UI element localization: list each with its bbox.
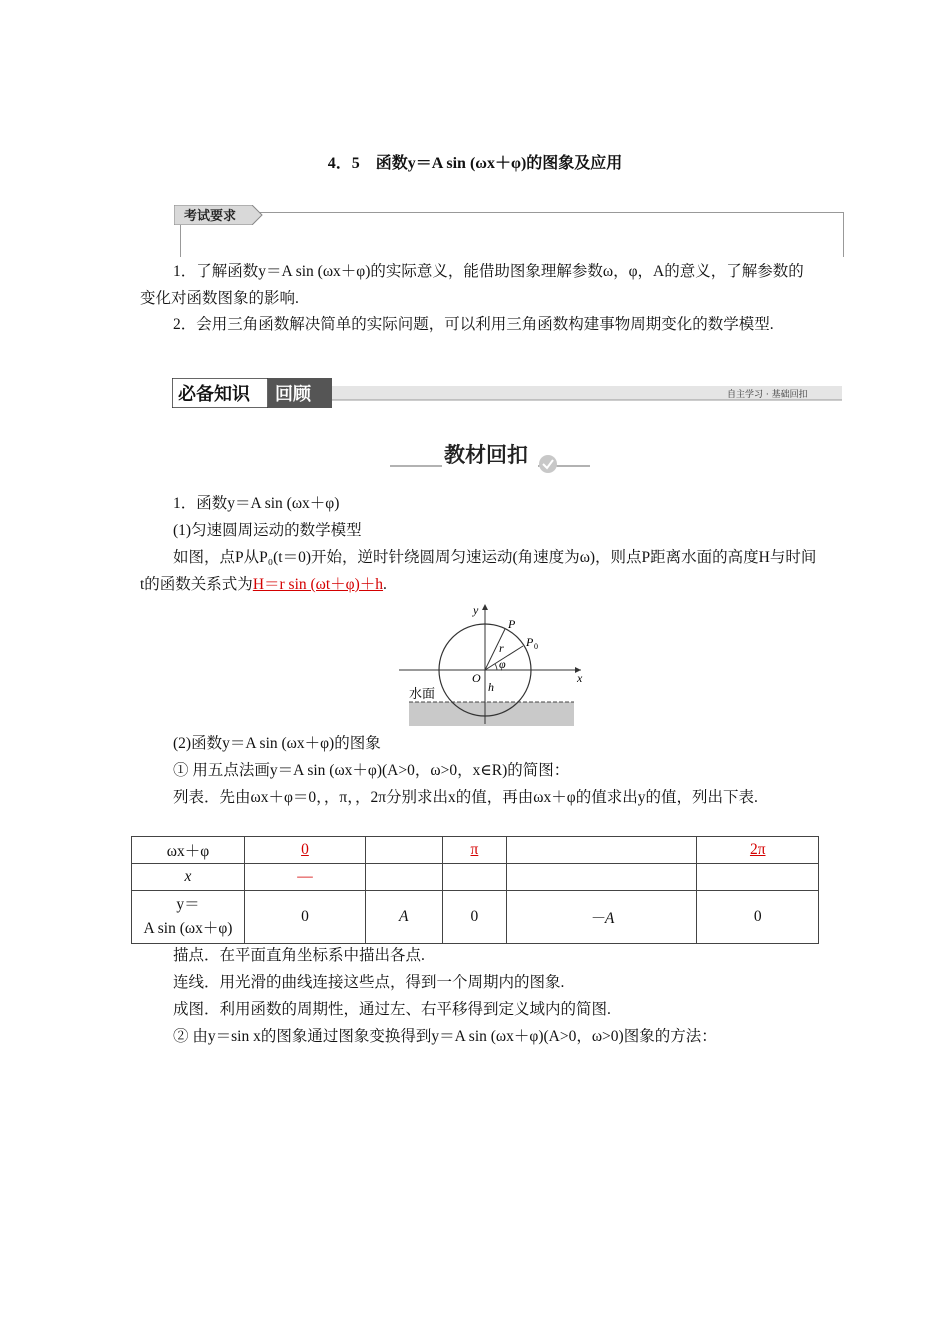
paragraph-1-text: 如图，点P从P₀(t＝0)开始，逆时针绕圆周匀速运动(角速度为ω)，则点P距离水面的高度H与时间t的函数关系式为 [140,549,817,593]
table-cell: ωx＋φ [132,837,245,864]
water-area [409,702,574,726]
table-cell [365,864,442,891]
table-cell: 0 [245,837,366,864]
table-cell: 0 [697,891,819,944]
five-point-table [131,836,819,944]
requirement-2: 2．会用三角函数解决简单的实际问题，可以利用三角函数构建事物周期变化的数学模型. [173,316,774,333]
section1-title: 1．函数y＝A sin (ωx＋φ) [173,495,340,512]
table-cell: 0 [245,891,366,944]
table-cell: 2π [697,837,819,864]
requirements-frame [180,212,844,257]
table-row [132,891,819,944]
requirement-1: 1．了解函数y＝A sin (ωx＋φ)的实际意义，能借助图象理解参数ω，φ，A的意义，了解参数的变化对函数图象的影响. [140,263,804,307]
label-x: x [577,671,583,685]
exam-requirement-tag [174,205,264,225]
paragraph-1-end: . [383,576,387,593]
banner-right-text: 回顾 [275,384,311,405]
label-P0-subscript: 0 [534,642,538,651]
textbook-header-text: 教材回扣 [444,443,528,467]
table-cell: π [442,837,507,864]
table-cell [507,864,697,891]
label-y: y [473,603,479,617]
section1-paragraph-1 [140,544,818,598]
row3-label-line2: A sin (ωx＋φ) [143,920,233,937]
banner-side-text: 自主学习 · 基础回扣 [727,390,808,400]
step-final: 成图．利用函数的周期性，通过左、右平移得到定义域内的简图. [173,1001,611,1018]
label-h: h [488,680,494,694]
label-O: O [472,671,481,685]
table-cell: — [245,864,366,891]
table-cell [507,837,697,864]
section1-subtitle-2: (2)函数y＝A sin (ωx＋φ)的图象 [173,735,381,752]
page-title: 4．5 函数y＝A sin (ωx＋φ)的图象及应用 [327,155,623,172]
check-icon [539,455,557,473]
textbook-header [390,435,590,475]
section1-subtitle-1: (1)匀速圆周运动的数学模型 [173,522,362,539]
circle-motion-diagram [395,600,595,728]
table-cell: 0 [442,891,507,944]
table-row [132,837,819,864]
table-cell [132,891,245,944]
table-cell: －A [507,891,697,944]
section1-list-step: 列表．先由ωx＋φ＝0，，π，，2π分别求出x的值，再由ωx＋φ的值求出y的值，列出下表. [173,789,758,806]
table-cell [365,837,442,864]
answer-formula: H＝r sin (ωt＋φ)＋h [252,576,384,593]
table-row [132,864,819,891]
table-cell: A [365,891,442,944]
banner-left-text: 必备知识 [178,384,250,405]
label-r: r [499,641,504,655]
table-cell: x [132,864,245,891]
label-P: P [508,617,516,631]
row3-label-line1: y＝ [176,896,200,913]
table-cell [697,864,819,891]
section-banner [172,378,842,408]
label-P0: P [526,635,534,649]
step-plot: 描点．在平面直角坐标系中描出各点. [173,947,425,964]
step-connect: 连线．用光滑的曲线连接这些点，得到一个周期内的图象. [173,974,565,991]
section1-item-2: ② 由y＝sin x的图象通过图象变换得到y＝A sin (ωx＋φ)(A>0，ω>0)图象的方法： [173,1028,717,1045]
exam-tag-text: 考试要求 [184,209,237,224]
section1-item-1: ① 用五点法画y＝A sin (ωx＋φ)(A>0，ω>0，x∈R)的简图： [173,762,570,779]
label-phi: φ [499,657,506,671]
table-cell [442,864,507,891]
label-water: 水面 [409,687,436,702]
